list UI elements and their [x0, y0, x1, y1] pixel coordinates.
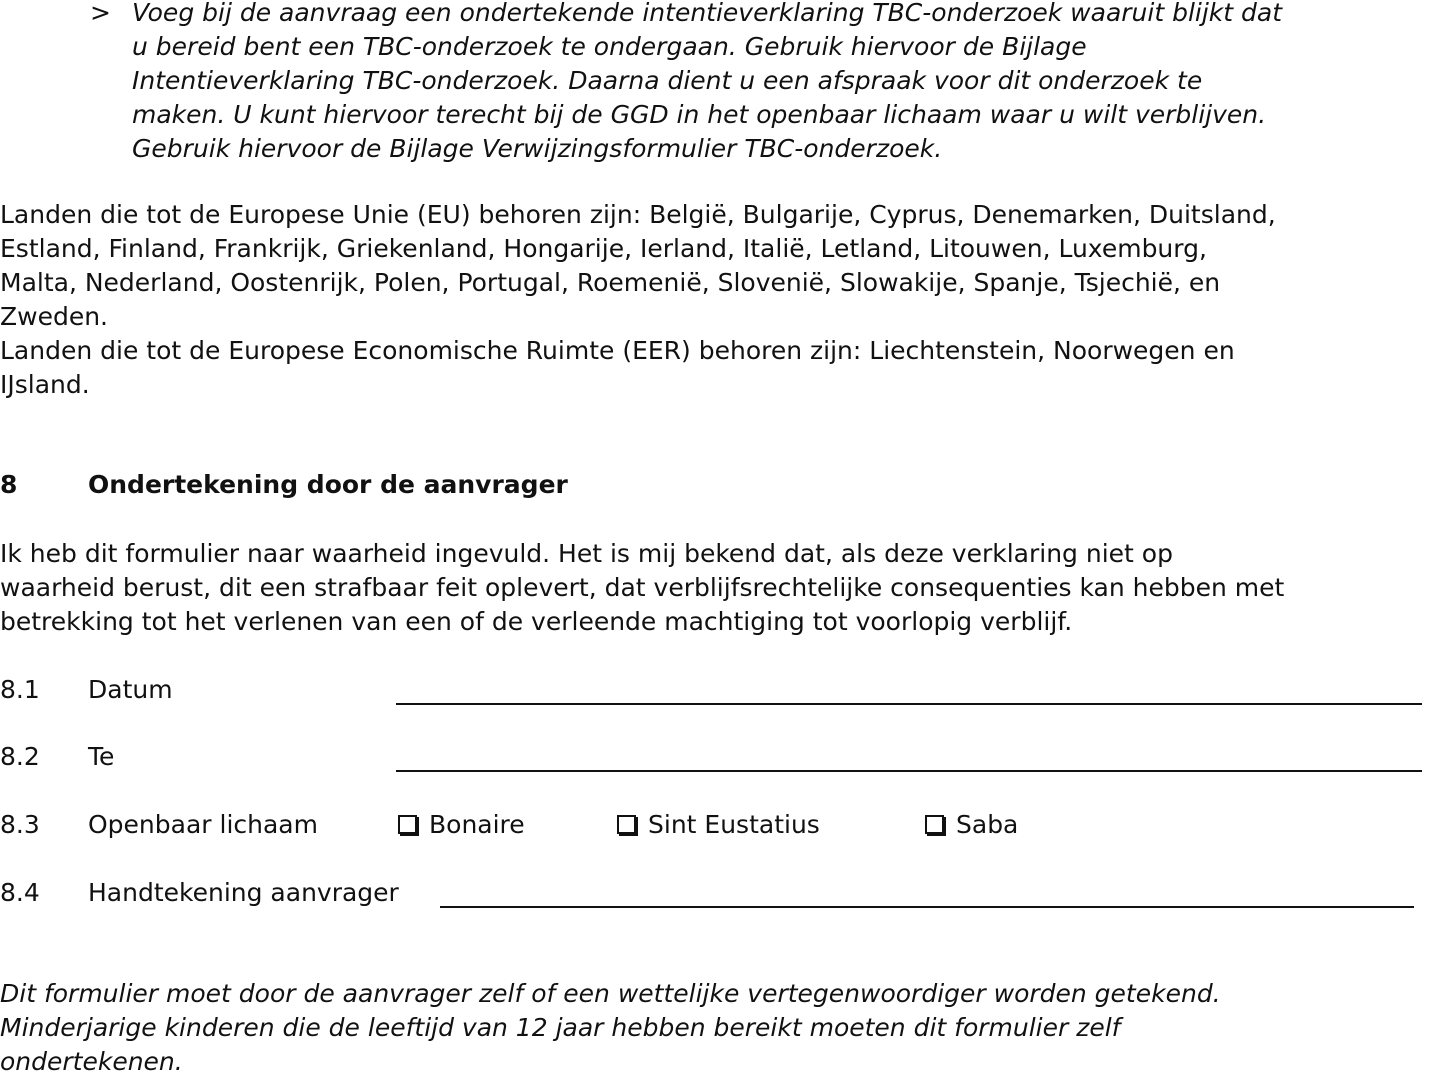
field-handtekening [0, 876, 1440, 910]
tbc-instruction-bullet [90, 0, 1440, 166]
te-input-line[interactable] [396, 770, 1422, 772]
field-label: Datum [88, 675, 173, 704]
field-te [0, 740, 1440, 774]
option-saba[interactable] [925, 808, 1018, 842]
checkbox-icon[interactable] [617, 815, 636, 834]
eer-countries-paragraph: Landen die tot de Europese Economische Ruimte (EER) behoren zijn: Liechtenstein, Noorwegen en IJsland. [0, 336, 1235, 399]
option-label: Sint Eustatius [648, 810, 820, 839]
eu-countries-paragraph: Landen die tot de Europese Unie (EU) behoren zijn: België, Bulgarije, Cyprus, Denemarken, Duitsland, Estland, Finland, Frankrijk, Griekenland, Hongarije, Ierland, Italië, Letland, Litouwen, Luxemburg, Malta, Nederland, Oostenrijk, Polen, Portugal, Roemenië, Slovenië, Slowakije, Spanje, Tsjechië, en Zweden. [0, 200, 1276, 331]
field-label: Openbaar lichaam [88, 810, 318, 839]
option-label: Bonaire [429, 810, 525, 839]
field-number: 8.4 [0, 878, 40, 907]
bullet-marker: > [90, 0, 111, 27]
datum-input-line[interactable] [396, 703, 1422, 705]
signature-input-line[interactable] [440, 906, 1414, 908]
option-sint-eustatius[interactable] [617, 808, 820, 842]
tbc-instruction-text: Voeg bij de aanvraag een ondertekende intentieverklaring TBC-onderzoek waaruit blijkt dat u bereid bent een TBC-onderzoek te ondergaan. Gebruik hiervoor de Bijlage Intentieverklaring TBC-onderzoek. Daarna dient u een afspraak voor dit onderzoek te maken. U kunt hiervoor terecht bij de GGD in het openbaar lichaam waar u wilt verblijven. Gebruik hiervoor de Bijlage Verwijzingsformulier TBC-onderzoek. [132, 0, 1282, 163]
section-title: Ondertekening door de aanvrager [88, 470, 568, 499]
option-label: Saba [956, 810, 1019, 839]
checkbox-icon[interactable] [398, 815, 417, 834]
option-bonaire[interactable] [398, 808, 525, 842]
signing-note: Dit formulier moet door de aanvrager zelf of een wettelijke vertegenwoordiger worden getekend. Minderjarige kinderen die de leeftijd van 12 jaar hebben bereikt moeten dit formulier zelf ondertekenen. [0, 979, 1221, 1076]
field-number: 8.3 [0, 810, 40, 839]
section-number: 8 [0, 470, 18, 499]
field-datum [0, 673, 1440, 707]
field-label: Te [88, 742, 115, 771]
declaration-paragraph: Ik heb dit formulier naar waarheid ingevuld. Het is mij bekend dat, als deze verklaring niet op waarheid berust, dit een strafbaar feit oplevert, dat verblijfsrechtelijke consequenties kan hebben met betrekking tot het verlenen van een of de verleende machtiging tot voorlopig verblijf. [0, 539, 1285, 636]
field-number: 8.2 [0, 742, 40, 771]
field-label: Handtekening aanvrager [88, 878, 399, 907]
field-openbaar-lichaam [0, 808, 1440, 842]
checkbox-icon[interactable] [925, 815, 944, 834]
field-number: 8.1 [0, 675, 40, 704]
